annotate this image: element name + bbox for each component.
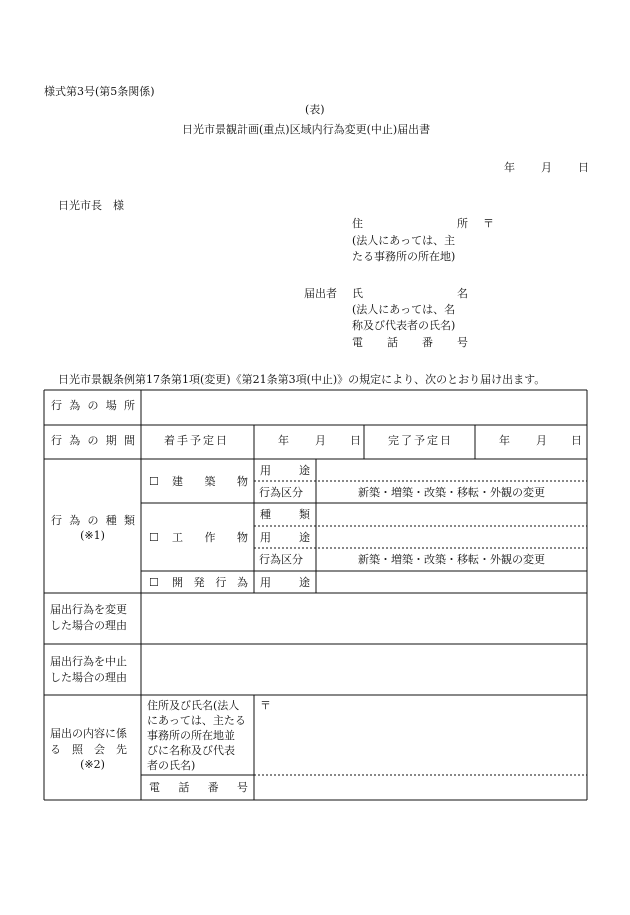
name-char-2: 名	[457, 287, 468, 300]
form-number: 様式第3号(第5条関係)	[44, 85, 155, 98]
address-char-1: 住	[352, 217, 363, 230]
period-label: 行 為 の 期 間	[51, 434, 135, 447]
building-checkbox[interactable]: ☐	[149, 475, 159, 488]
structure-checkbox[interactable]: ☐	[149, 531, 159, 544]
contact-label-2: る 照 会 先	[50, 743, 127, 756]
change-reason-input[interactable]	[142, 594, 586, 643]
development-use-input[interactable]	[317, 572, 586, 592]
structure-kind-input[interactable]	[317, 504, 586, 525]
structure-label: 工 作 物	[172, 531, 248, 544]
development-label: 開 発 行 為	[172, 576, 248, 589]
structure-kind-label: 種 類	[260, 508, 310, 521]
stop-reason-label-2: した場合の理由	[50, 671, 127, 684]
contact-address-line-1: 住所及び氏名(法人	[147, 699, 240, 712]
building-use-input[interactable]	[317, 460, 586, 480]
contact-address-line-4: びに名称及び代表	[147, 744, 235, 757]
applicant-phone-label: 電 話 番 号	[352, 336, 468, 349]
address-char-2: 所	[457, 217, 468, 230]
development-checkbox[interactable]: ☐	[149, 576, 159, 589]
date-month[interactable]: 月	[541, 161, 552, 174]
building-category-options[interactable]: 新築・増築・改築・移転・外観の変更	[358, 486, 545, 499]
end-date-label: 完了予定日	[388, 434, 453, 447]
structure-use-input[interactable]	[317, 527, 586, 547]
start-month[interactable]: 月	[315, 434, 326, 447]
location-input[interactable]	[142, 391, 586, 424]
contact-phone-label: 電 話 番 号	[149, 781, 248, 794]
change-reason-label-1: 届出行為を変更	[50, 603, 127, 616]
contact-address-line-2: にあっては、主たる	[147, 714, 246, 727]
type-label: 行 為 の 種 類	[51, 514, 135, 527]
location-label: 行 為 の 場 所	[51, 399, 135, 412]
contact-postal-mark: 〒	[260, 699, 271, 712]
structure-use-label: 用 途	[260, 531, 310, 544]
end-month[interactable]: 月	[536, 434, 547, 447]
contact-address-line-5: 者の氏名)	[147, 759, 196, 772]
name-char-1: 氏	[352, 287, 363, 300]
type-note: (※1)	[80, 529, 105, 542]
side-label: (表)	[305, 103, 325, 116]
date-year[interactable]: 年	[504, 161, 515, 174]
start-date-label: 着手予定日	[164, 434, 229, 447]
contact-note: (※2)	[80, 758, 105, 771]
stop-reason-input[interactable]	[142, 645, 586, 694]
start-day[interactable]: 日	[350, 434, 361, 447]
development-use-label: 用 途	[260, 576, 310, 589]
applicant-address-note-2: たる事務所の所在地)	[352, 250, 456, 263]
applicant-address-note-1: (法人にあっては、主	[352, 234, 456, 247]
end-day[interactable]: 日	[571, 434, 582, 447]
stop-reason-label-1: 届出行為を中止	[50, 655, 127, 668]
building-use-label: 用 途	[260, 464, 310, 477]
form-title: 日光市景観計画(重点)区域内行為変更(中止)届出書	[182, 123, 431, 136]
change-reason-label-2: した場合の理由	[50, 619, 127, 632]
applicant-postal-mark: 〒	[483, 217, 494, 230]
structure-category-label: 行為区分	[259, 553, 303, 566]
contact-phone-input[interactable]	[255, 776, 586, 799]
contact-address-line-3: 事務所の所在地並	[147, 729, 235, 742]
applicant-name-note-1: (法人にあっては、名	[352, 303, 456, 316]
statement: 日光市景観条例第17条第1項(変更)《第21条第3項(中止)》の規定により、次のとおり届け出ます。	[58, 373, 546, 386]
applicant-name-note-2: 称及び代表者の氏名)	[352, 319, 456, 332]
structure-category-options[interactable]: 新築・増築・改築・移転・外観の変更	[358, 553, 545, 566]
end-year[interactable]: 年	[499, 434, 510, 447]
building-label: 建 築 物	[172, 475, 248, 488]
date-day[interactable]: 日	[578, 161, 589, 174]
applicant-label: 届出者	[304, 287, 337, 300]
contact-label-1: 届出の内容に係	[50, 727, 127, 740]
contact-address-input[interactable]	[274, 698, 586, 774]
addressee: 日光市長 様	[58, 199, 124, 212]
start-year[interactable]: 年	[278, 434, 289, 447]
building-category-label: 行為区分	[259, 486, 303, 499]
